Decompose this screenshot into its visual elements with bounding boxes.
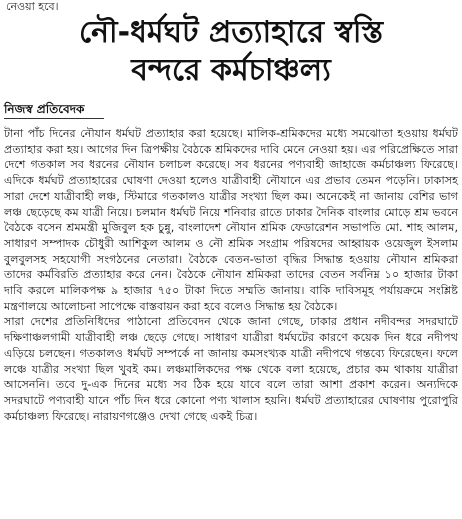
article-headline (0, 14, 462, 90)
paragraph: টানা পাঁচ দিনের নৌযান ধর্মঘট প্রত্যাহার করা হয়েছে। মালিক-শ্রমিকদের মধ্যে সমঝোতা হওয়ায় ধর্মঘট প্রত্যাহার করা হয়। আগের দিন ত্রিপক্ষীয় বৈঠকে শ্রমিকদের দাবি মেনে নেওয়া হয়। এর পরিপ্রেক্ষিতে সারা দেশে গতকাল সব ধরনের নৌযান চলাচল করেছে। সব ধরনের পণ্যবাহী জাহাজে কর্মচাঞ্চল্য ফিরেছে। এদিকে ধর্মঘট প্রত্যাহারের ঘোষণা দেওয়া হলেও যাত্রীবাহী নৌযানে এর প্রভাব তেমন পড়েনি। ঢাকাসহ সারা দেশে যাত্রীবাহী লঞ্চ, স্টিমারে গতকালও যাত্রীর সংখ্যা ছিল কম। অনেকেই না জানায় বেশির ভাগ লঞ্চ ছেড়েছে কম যাত্রী নিয়ে। চলমান ধর্মঘট নিয়ে শনিবার রাতে ঢাকার দৈনিক বাংলার মোড়ে শ্রম ভবনে বৈঠকে বসেন শ্রমমন্ত্রী মুজিবুল হক চুন্নু, বাংলাদেশ নৌযান শ্রমিক ফেডারেশন সভাপতি মো. শাহ আলম, সাধারণ সম্পাদক চৌধুরী আশিকুল আলম ও নৌ শ্রমিক সংগ্রাম পরিষদের আহ্বায়ক ওয়েজুল ইসলাম বুলবুলসহ সহযোগী সংগঠনের নেতারা। বৈঠকে বেতন-ভাতা বৃদ্ধির সিদ্ধান্ত হওয়ায় নৌযান শ্রমিকরা তাদের কর্মবিরতি প্রত্যাহার করে নেন। বৈঠকে নৌযান শ্রমিকরা তাদের বেতন সর্বনিম্ন ১০ হাজার টাকা দাবি করলে মালিকপক্ষ ৯ হাজার ৭৫০ টাকা দিতে সম্মতি জানায়। বাকি দাবিসমূহ পর্যায়ক্রমে সংশ্লিষ্ট মন্ত্রণালয়ে আলোচনা সাপেক্ষে বাস্তবায়ন করা হবে বলেও সিদ্ধান্ত হয় বৈঠকে। (4, 127, 458, 313)
paragraph: সারা দেশের প্রতিনিধিদের পাঠানো প্রতিবেদন থেকে জানা গেছে, ঢাকার প্রধান নদীবন্দর সদরঘাটে দক্ষিণাঞ্চলগামী যাত্রীবাহী লঞ্চ ছেড়ে গেছে। সাধারণ যাত্রীরা ধর্মঘটের কারণে কয়েক দিন ধরে নদীপথ এড়িয়ে চলছেন। গতকালও ধর্মঘট সম্পর্কে না জানায় কমসংখ্যক যাত্রী নদীপথে গন্তব্যে ফিরেছেন। ফলে লঞ্চে যাত্রীর সংখ্যা ছিল খুবই কম। লঞ্চমালিকদের পক্ষ থেকে বলা হয়েছে, প্রচার কম থাকায় যাত্রীরা আসেননি। তবে দু-এক দিনের মধ্যে সব ঠিক হয়ে যাবে বলে তারা আশা প্রকাশ করেন। অন্যদিকে সদরঘাটে পণ্যবাহী যানে পাঁচ দিন ধরে কোনো পণ্য খালাস হয়নি। ধর্মঘট প্রত্যাহারের ঘোষণায় পুরোপুরি কর্মচাঞ্চল্য ফিরেছে। নারায়ণগঞ্জেও দেখা গেছে একই চিত্র। (4, 315, 458, 423)
previous-article-fragment: নেওয়া হবে। (6, 0, 59, 13)
headline-line-2: বন্দরে কর্মচাঞ্চল্য (131, 53, 331, 88)
article-body (4, 126, 458, 424)
byline-divider (4, 118, 104, 119)
headline-line-1: নৌ-ধর্মঘট প্রত্যাহারে স্বস্তি (78, 15, 384, 50)
byline: নিজস্ব প্রতিবেদক (4, 102, 85, 116)
